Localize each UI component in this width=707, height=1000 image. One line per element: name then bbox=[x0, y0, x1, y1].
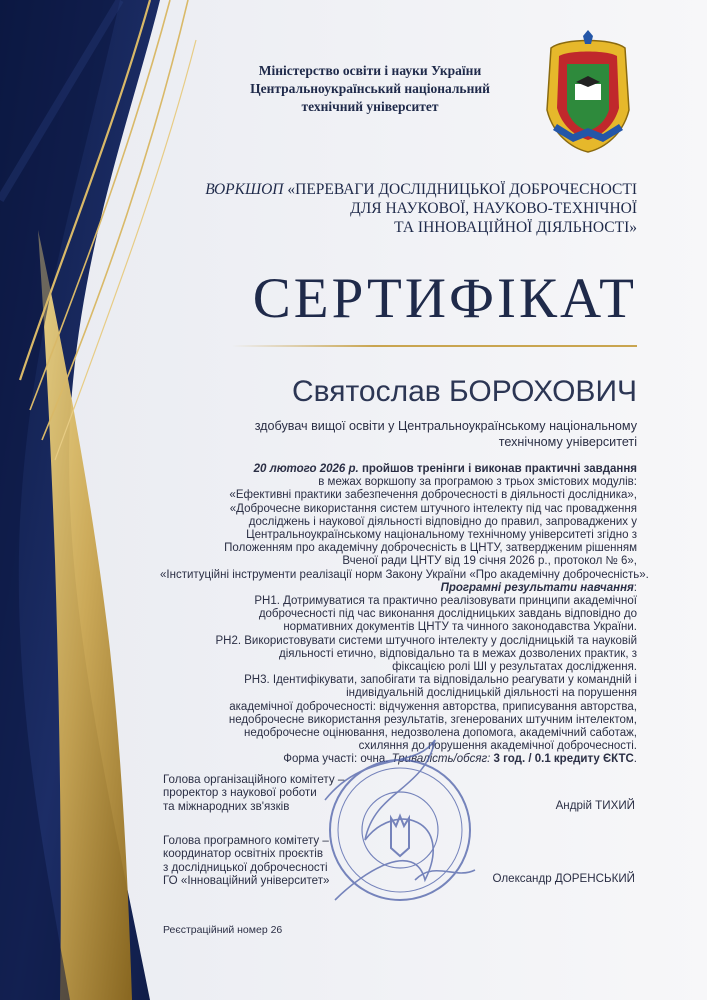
signatory-name: Олександр ДОРЕНСЬКИЙ bbox=[492, 872, 635, 885]
signatory-title-line: Голова організаційного комітету – bbox=[163, 773, 345, 786]
outcome-line: недоброчесне використання результатів, згенерованих штучним інтелектом, bbox=[228, 713, 637, 726]
signature-block bbox=[163, 834, 330, 888]
ministry-line: Центральноукраїнський національний bbox=[250, 81, 490, 96]
outcome-line: РН2. Використовувати системи штучного інтелекту у дослідницькій та науковій bbox=[215, 634, 637, 647]
signature-block bbox=[163, 773, 344, 813]
signatory-title-line: з дослідницької доброчесності bbox=[163, 860, 328, 874]
module-line: Положенням про академічну доброчесність в ЦНТУ, затвердженим рішенням bbox=[224, 542, 637, 555]
university-coat-of-arms-icon bbox=[543, 30, 633, 155]
ministry-line: Міністерство освіти і науки України bbox=[258, 63, 482, 78]
workshop-title-line: ДЛЯ НАУКОВОЇ, НАУКОВО-ТЕХНІЧНОЇ bbox=[350, 200, 637, 217]
outcome-line: доброчесності під час виконання дослідницьких завдань відповідно до bbox=[258, 608, 637, 621]
outcome-line: схиляння до порушення академічної доброчесності. bbox=[358, 740, 637, 753]
outcome-line: фіксацією ролі ШІ у результатах дослідження. bbox=[392, 661, 637, 674]
gold-divider bbox=[232, 345, 637, 347]
status-line: технічному університеті bbox=[498, 435, 637, 449]
outcomes-heading: Програмні результати навчання bbox=[440, 581, 634, 594]
duration-label: Тривалість/обсяг: bbox=[391, 753, 491, 766]
recipient-name: Святослав БОРОХОВИЧ bbox=[292, 375, 637, 408]
module-line: Вченої ради ЦНТУ від 19 січня 2026 р., протокол № 6», bbox=[342, 555, 637, 568]
signatory-name: Андрій ТИХИЙ bbox=[555, 799, 635, 812]
outcome-line: індивідуальній дослідницькій діяльності на порушення bbox=[346, 687, 637, 700]
module-line: «Ефективні практики забезпечення доброчесності в діяльності дослідника», bbox=[229, 489, 637, 502]
participation-form: Форма участі: очна. bbox=[283, 753, 389, 766]
completion-text: пройшов тренінги і виконав практичні завдання bbox=[361, 463, 637, 475]
outcome-line: діяльності етично, відповідально та в межах дозволених практик, з bbox=[279, 647, 637, 660]
module-line: «Інституційні інструменти реалізації норм Закону України «Про академічну доброчесність». bbox=[160, 568, 649, 581]
duration-value: 3 год. / 0.1 кредиту ЄКТС bbox=[493, 753, 634, 766]
outcome-line: недоброчесне оцінювання, недозволена допомога, академічний саботаж, bbox=[243, 727, 637, 740]
certificate-body: 20 лютого 2026 р. пройшов тренінги і виконав практичні завдання в межах воркшопу за програмою з трьох змістових модулів: «Ефективні практики забезпечення доброчесності в діяльності дослідника», «Доброчесне використання систем штучного інтелекту під час провадження досліджень і наукової діяльності відповідно до правил, запроваджених у Центральноукраїнському національному технічному університеті згідно з Положенням про академічну доброчесність в ЦНТУ, затвердженим рішенням Вченої ради ЦНТУ від 19 січня 2026 р., протокол № 6», «Інституційні інструменти реалізації норм Закону України «Про академічну доброчесність». Програмні результати навчання: РН1. Дотримуватися та практично реалізовувати принципи академічної доброчесності під час виконання дослідницьких завдань відповідно до нормативних документів ЦНТУ та чинного законодавства України. РН2. Використовувати системи штучного інтелекту у дослідницькій та науковій діяльності етично, відповідально та в межах дозволених практик, з фіксацією ролі ШІ у результатах дослідження. РН3. Ідентифікувати, запобігати та відповідально реагувати у командній і індивідуальній дослідницькій діяльності на порушення академічної доброчесності: відчуження авторства, приписування авторства, недоброчесне використання результатів, згенерованих штучним інтелектом, недоброчесне оцінювання, недозволена допомога, академічний саботаж, схиляння до порушення академічної доброчесності. Форма участі: очна. Тривалість/обсяг: 3 год. / 0.1 кредиту ЄКТС. bbox=[160, 463, 649, 766]
outcome-line: академічної доброчесності: відчуження авторства, приписування авторства, bbox=[229, 700, 637, 713]
event-date: 20 лютого 2026 р. bbox=[253, 463, 359, 475]
official-seal-stamp bbox=[305, 730, 485, 920]
signatory-title-line: ГО «Інноваційний університет» bbox=[163, 874, 330, 888]
workshop-title bbox=[180, 180, 637, 237]
certificate-title: СЕРТИФІКАТ bbox=[252, 267, 637, 330]
signatory-title-line: координатор освітніх проєктів bbox=[163, 847, 324, 861]
module-line: Центральноукраїнському національному технічному університеті згідно з bbox=[246, 529, 637, 542]
signatory-title-line: проректор з наукової роботи bbox=[163, 786, 317, 800]
signatory-title-line: Голова програмного комітету – bbox=[163, 834, 329, 847]
recipient-status bbox=[180, 418, 637, 450]
status-line: здобувач вищої освіти у Центральноукраїнському національному bbox=[254, 419, 637, 433]
ministry-line: технічний університет bbox=[301, 99, 439, 114]
workshop-prefix: ВОРКШОП bbox=[205, 181, 284, 198]
workshop-title-line: ТА ІННОВАЦІЙНОЇ ДІЯЛЬНОСТІ» bbox=[394, 219, 637, 236]
ministry-header bbox=[215, 62, 525, 116]
module-line: в межах воркшопу за програмою з трьох змістових модулів: bbox=[318, 476, 637, 489]
workshop-title-line: «ПЕРЕВАГИ ДОСЛІДНИЦЬКОЇ ДОБРОЧЕСНОСТІ bbox=[287, 181, 637, 198]
outcome-line: РН1. Дотримуватися та практично реалізовувати принципи академічної bbox=[254, 595, 637, 608]
signatory-title-line: та міжнародних зв'язків bbox=[163, 799, 290, 813]
module-line: досліджень і наукової діяльності відповідно до правил, запроваджених у bbox=[248, 515, 637, 528]
outcome-line: нормативних документів ЦНТУ та чинного законодавства України. bbox=[283, 621, 637, 634]
registration-number: Реєстраційний номер 26 bbox=[163, 924, 283, 936]
outcome-line: РН3. Ідентифікувати, запобігати та відповідально реагувати у командній і bbox=[244, 674, 637, 687]
module-line: «Доброчесне використання систем штучного інтелекту під час провадження bbox=[229, 502, 637, 515]
